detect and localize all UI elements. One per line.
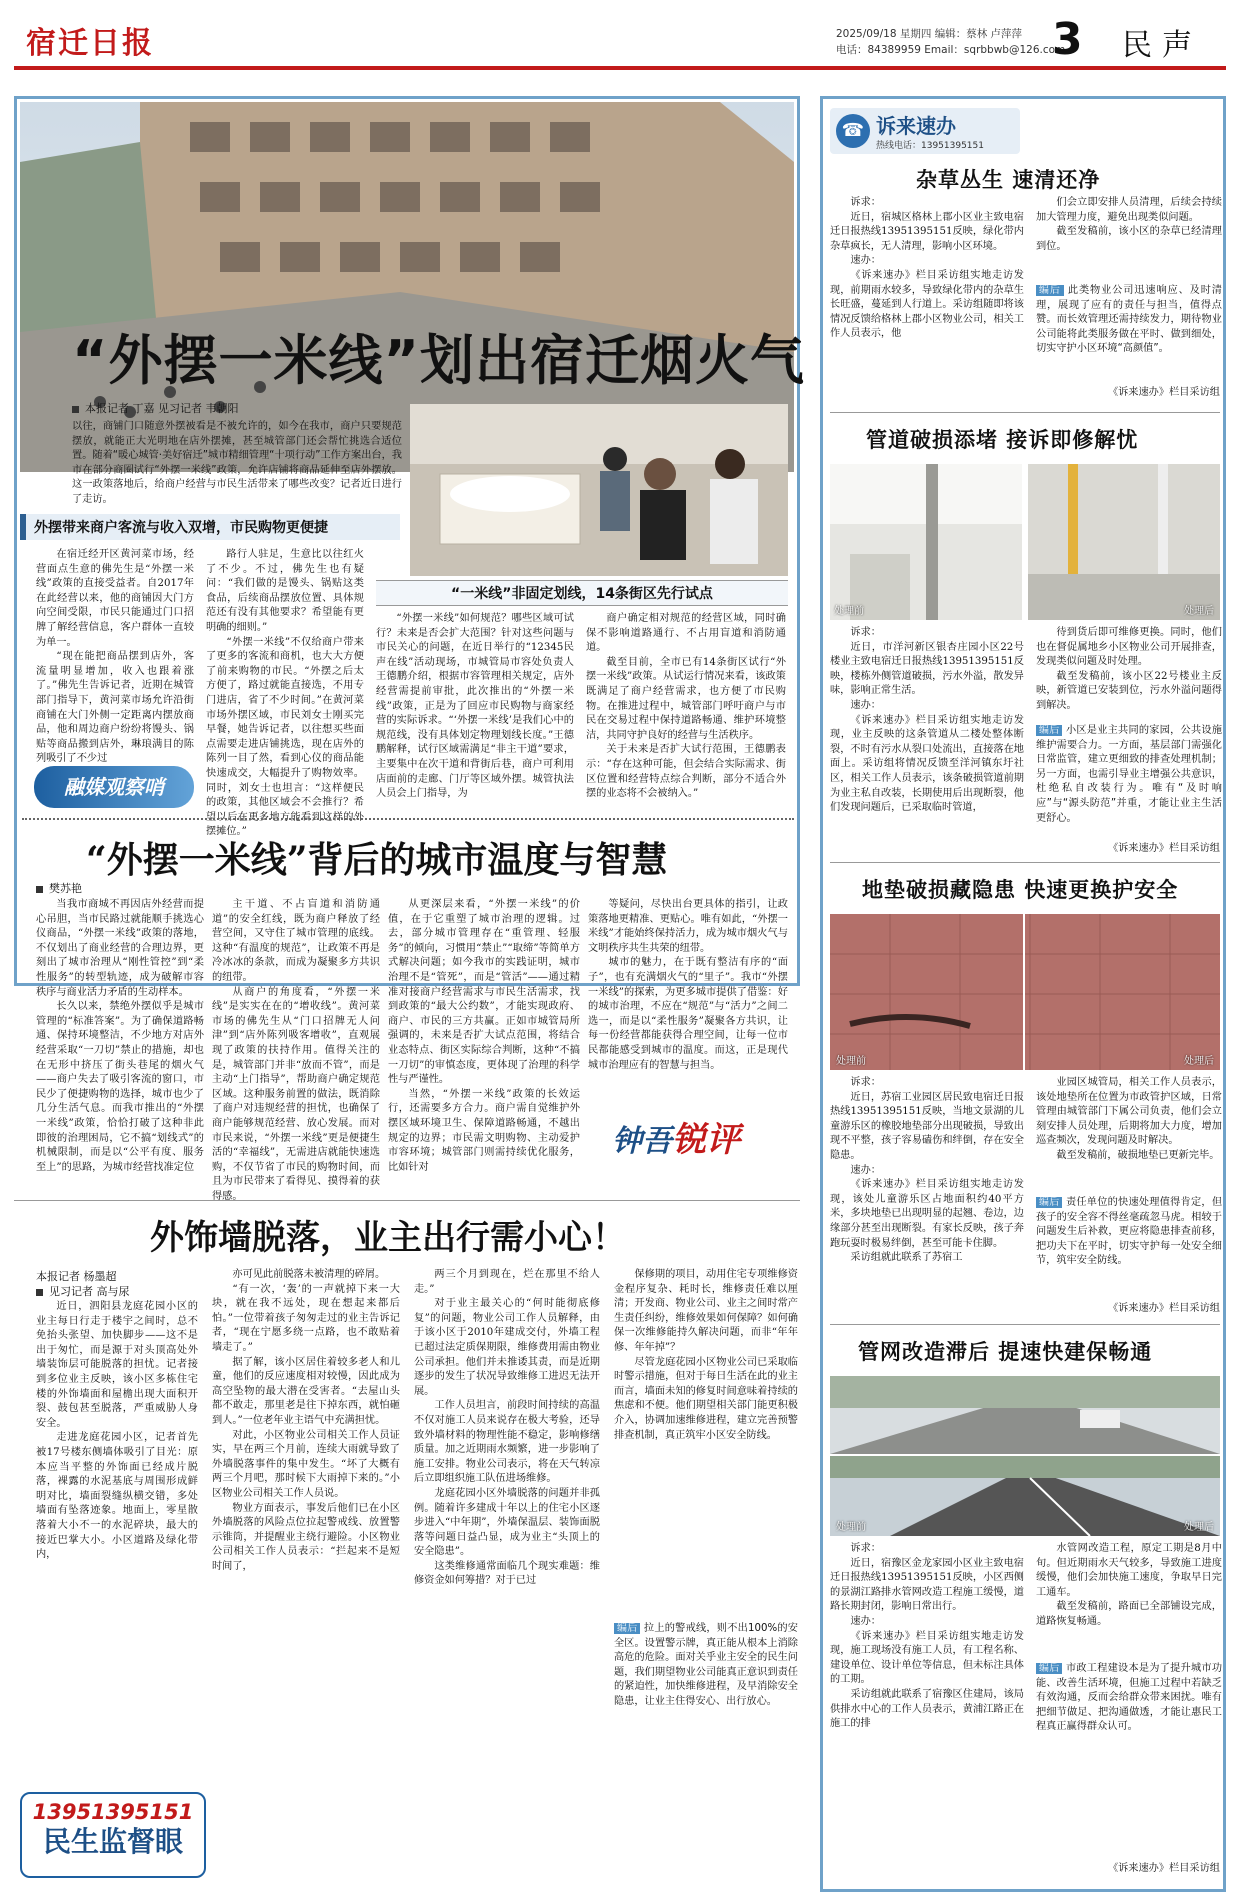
media-observer-badge: 融媒观察哨 bbox=[34, 766, 194, 808]
mat-illustration bbox=[830, 914, 1220, 1070]
story-3-left-column bbox=[830, 1076, 1024, 1322]
feature-byline bbox=[72, 400, 239, 416]
paragraph: 速办： bbox=[850, 1615, 881, 1627]
story-divider bbox=[830, 862, 1220, 863]
paragraph: 截至发稿前，路面已全部铺设完成，道路恢复畅通。 bbox=[1036, 1601, 1222, 1627]
bullet-square bbox=[36, 1289, 43, 1296]
issue-date bbox=[836, 26, 1022, 41]
wall-column-4 bbox=[614, 1268, 798, 1618]
story-3-right-column bbox=[1036, 1076, 1222, 1194]
paragraph: 《诉来速办》栏目采访组实地走访发现，前期雨水较多，导致绿化带内的杂草生长旺盛，蔓延到人行道上。采访组随即将该情况反馈给格林上郡小区物业公司，相关工作人员表示，他 bbox=[830, 269, 1024, 340]
paragraph: 保修期的项目，动用住宅专项维修资金程序复杂、耗时长，维修责任难以厘清；开发商、物业公司、业主之间时常产生责任纠纷，维修效果如何保障？如何确保一次维修能持久解决问题，而非“年年修、年年掉”？ bbox=[614, 1269, 798, 1353]
story-1-right-column bbox=[1036, 196, 1222, 280]
subhead-1-text: 外摆带来商户客流与收入双增，市民购物更便捷 bbox=[34, 520, 328, 536]
paragraph: 《诉来速办》栏目采访组实地走访发现，施工现场没有施工人员，有工程名称、建设单位、设计单位等信息，但未标注具体的工期。 bbox=[830, 1630, 1024, 1686]
paragraph: 诉求： bbox=[850, 1077, 881, 1088]
editor-note-text: 小区是业主共同的家园，公共设施维护需要合力。一方面，基层部门需强化日常监管，建立更细致的排查处理机制；另一方面，也需引导业主增强公共意识，杜绝私自改装行为。唯有“及时响应”与“源头防范”并重，才能让业主生活更舒心。 bbox=[1036, 725, 1223, 824]
byline-text: 见习记者 高与尿 bbox=[49, 1285, 130, 1298]
commentary-column-3 bbox=[388, 898, 580, 1174]
paragraph: 在宿迁经开区黄河菜市场，经营面点生意的佛先生是“外摆一米线”政策的直接受益者。自2017年在此经营以来，他的商铺因大门方向空间受限，市民只能通过门口招牌了解经营信息，客户群体一直较为单一。 bbox=[36, 549, 194, 648]
pipe-after-illustration bbox=[1028, 464, 1220, 620]
story-4-right-column bbox=[1036, 1542, 1222, 1660]
paragraph: 截至发稿前，破损地垫已更新完毕。 bbox=[1056, 1149, 1220, 1161]
story-1-sign: 《诉来速办》栏目采访组 bbox=[1107, 387, 1220, 398]
contact-line bbox=[836, 42, 1065, 57]
story-2-editor-note bbox=[1036, 724, 1222, 840]
feature-subhead-1 bbox=[20, 514, 400, 540]
masthead-rule bbox=[14, 66, 1226, 70]
paragraph: 《诉来速办》栏目采访组实地走访发现，业主反映的这条管道从二楼处整体断裂，不时有污水从裂口处流出，直接落在地面上。采访组将情况反馈至洋河镇东圩社区，相关工作人员表示，该条破损管道前期为业主私自改装，长期使用后出现断裂，他们发现问题后，已采取临时管道， bbox=[830, 714, 1024, 814]
feature-subhead-2 bbox=[376, 580, 788, 606]
wall-column-3 bbox=[414, 1268, 600, 1886]
feature-column-2 bbox=[206, 548, 364, 838]
story-2-title: 管道破损添堵 接诉即修解忧 bbox=[866, 428, 1139, 452]
paragraph: 路行人驻足，生意比以往红火了不少。不过，佛先生也有疑问：“我们做的是馒头、锅贴这类食品，后续商品摆放位置、具体规范还有没有其他要求？希望能有更明确的细则。” bbox=[206, 549, 364, 633]
editor-note-tag: 编后 bbox=[1036, 1197, 1062, 1208]
subhead-2-text: “一米线”非固定划线，14条街区先行试点 bbox=[451, 586, 713, 602]
paragraph: 主干道、不占盲道和消防通道”的安全红线，既为商户释放了经营空间，又守住了城市管理的底线。这种“有温度的规范”，让政策不再是冷冰冰的条款，而成为凝聚多方共识的纽带。 bbox=[212, 899, 380, 983]
sidebar-banner bbox=[830, 108, 1020, 154]
email-text: Email：sqrbbwb@126.com bbox=[924, 44, 1066, 56]
wall-column-2 bbox=[212, 1268, 400, 1886]
paragraph: 走进龙庭花园小区，记者首先被17号楼东侧墙体吸引了目光：原本应当平整的外饰面已经成片脱落，裸露的水泥基底与周围形成鲜明对比，墙面裂缝纵横交错，多处墙面有坠落迹象。地面上，零星散落着大小不一的水泥碎块，最大的接近巴掌大小。小区道路及绿化带内， bbox=[36, 1432, 198, 1561]
paragraph: 工作人员坦言，前段时间持续的高温不仅对施工人员来说存在极大考验，还导致外墙材料的物理性能不稳定，影响修缮质量。加之近期雨水频繁，进一步影响了施工安排。物业公司表示，将在天气转凉后立即组织施工队伍进场维修。 bbox=[414, 1400, 600, 1485]
section-divider bbox=[22, 818, 794, 820]
paragraph: 商户确定相对规范的经营区域，同时确保不影响道路通行、不占用盲道和消防通道。 bbox=[586, 613, 786, 654]
page-number: 3 bbox=[1052, 14, 1083, 65]
feature-column-4 bbox=[586, 612, 786, 812]
editor-text: 编辑：蔡林 卢萍萍 bbox=[934, 28, 1023, 40]
paragraph: 近日，市洋河新区银杏庄园小区22号楼业主致电宿迁日报热线13951395151反映，楼栋外侧管道破损，污水外溢，散发异味，影响正常生活。 bbox=[830, 641, 1024, 697]
paragraph: “现在能把商品摆到店外，客流量明显增加，收入也跟着涨了。”佛先生告诉记者，近期在城管部门指导下，黄河菜市场允许沿街商铺在大门外侧一定距离内摆放商品，他和周边商户纷纷将馒头、锅贴等商品搬到店外，琳琅满目的陈列吸引了不少过 bbox=[36, 651, 194, 765]
paragraph: 们会立即安排人员清理，后续会持续加大管理力度，避免出现类似问题。 bbox=[1036, 197, 1222, 223]
paragraph: 待到货后即可维修更换。同时，他们也在督促属地乡小区物业公司开展排查，发现类似问题及时处理。 bbox=[1036, 627, 1222, 668]
paragraph: 这类维修通常面临几个现实难题：维修资金如何筹措？对于已过 bbox=[414, 1560, 600, 1587]
story-divider bbox=[830, 1324, 1220, 1325]
vendor-photo-illustration bbox=[410, 404, 788, 576]
paragraph: 诉求： bbox=[850, 197, 881, 208]
bullet-square bbox=[36, 886, 43, 893]
wall-editor-note bbox=[614, 1622, 798, 1886]
wall-byline-1: 本报记者 杨墨超 bbox=[36, 1270, 117, 1283]
paragraph: 近日，宿豫区金龙家园小区业主致电宿迁日报热线13951395151反映，小区西侧的景湖江路排水管网改造工程施工缓慢，道路长期封闭，影响日常出行。 bbox=[830, 1557, 1024, 1613]
paragraph: “有一次，‘轰’的一声就掉下来一大块，就在我不远处，现在想起来都后怕。”一位带着孩子匆匆走过的业主告诉记者，“现在宁愿多绕一点路，也不敢贴着墙走了。” bbox=[212, 1283, 400, 1353]
date-text: 2025/09/18 bbox=[836, 28, 897, 40]
pipe-before-photo bbox=[830, 464, 1022, 620]
livelihood-watch-badge bbox=[20, 1792, 206, 1878]
after-caption: 处理后 bbox=[1184, 1522, 1214, 1533]
paragraph: 物业方面表示，事发后他们已在小区外墙脱落的风险点位拉起警戒线、放置警示锥筒，并提醒业主绕行避险。小区物业公司相关工作人员表示：“拦起来不是短时间了， bbox=[212, 1502, 400, 1572]
paragraph: “外摆一米线”不仅给商户带来了更多的客流和商机，也大大方便了前来购物的市民。“外摆之后太方便了，路过就能直接选，不用专门进店，省了不少时间。”在黄河菜市场外摆区域，市民刘女士刚买完早餐，她告诉记者，以往想买些面点需要走进店铺挑选，现在店外的陈列一目了然，看到心仪的商品能快速成交，大幅提升了购物效率。同时，刘女士也坦言：“这样便民的政策，其他区域会不会推行？希望以后在更多地方能看到这样的外摆摊位。” bbox=[206, 636, 364, 838]
paragraph: 截至发稿前，该小区的杂草已经清理到位。 bbox=[1036, 226, 1222, 252]
paragraph: 截至目前，全市已有14条街区试行“外摆一米线”政策。从试运行情况来看，该政策既满足了商户经营需求，也方便了市民购物。在推进过程中，城管部门呼吁商户与市民在交易过程中保持道路畅通、维护环境整洁，共同守护良好的经营与生活秩序。 bbox=[586, 656, 786, 741]
pipe-before-illustration bbox=[830, 464, 1022, 620]
badge-word-2: 锐评 bbox=[672, 1120, 740, 1160]
paragraph: 从更深层来看，“外摆一米线”的价值，在于它重塑了城市治理的逻辑。过去，部分城市管理存在“重管理、轻服务”的倾向，习惯用“禁止”“取缔”等简单方式解决问题；如今我市的实践证明，城市治理不是“管死”，而是“管活”——通过精准对接商户经营需求与市民生活需求，找到政策的“最大公约数”，才能实现政府、商户、市民的三方共赢。正如市城管局所强调的，未来是否扩大试点范围，将结合业态特点、街区实际综合判断，这种“不搞一刀切”的审慎态度，更体现了治理的科学性与严谨性。 bbox=[388, 899, 580, 1086]
story-4-title: 管网改造滞后 提速快建保畅通 bbox=[858, 1340, 1153, 1364]
vendor-stall-photo bbox=[410, 404, 788, 576]
paragraph: 采访组就此联系了宿豫区住建局，该局供排水中心的工作人员表示，黄浦江路正在施工的排 bbox=[830, 1688, 1024, 1730]
mat-photo bbox=[830, 914, 1220, 1070]
commentary-column-2 bbox=[212, 898, 380, 1202]
wall-story-rule bbox=[14, 1200, 800, 1201]
byline-text: 本报记者 丁嘉 见习记者 韦朝阳 bbox=[85, 402, 239, 415]
feature-lead: 以往，商铺门口随意外摆被看是不被允许的，如今在我市，商户只要规范摆放，就能正大光明地在店外摆摊，甚至城管部门还会帮忙挑选合适位置。随着“暖心城管·美好宿迁”城市精细管理“十项行动”工作方案出台，我市在部分商圈试行“外摆一米线”政策，允许店铺将商品延伸至店外摆放。这一政策落地后，给商户经营与市民生活带来了哪些改变？记者近日进行了走访。 bbox=[72, 421, 402, 505]
feature-headline: “外摆一米线”划出宿迁烟火气 bbox=[72, 329, 805, 392]
paragraph: 当我市商城不再因店外经营而提心吊胆，当市民路过就能顺手挑选心仪商品，“外摆一米线”政策的落地，不仅划出了商业经营的合理边界，更刻出了城市治理从“刚性管控”到“柔性服务”的转型轨迹，成为破解市容秩序与商业活力矛盾的生动样本。 bbox=[36, 899, 204, 998]
commentary-byline bbox=[36, 880, 82, 896]
paragraph: 采访组就此联系了苏宿工 bbox=[850, 1252, 963, 1264]
paragraph: 等疑问，尽快出台更具体的指引，让政策落地更精准、更贴心。唯有如此，“外摆一米线”才能始终保持活力，成为城市烟火气与文明秩序共生共荣的纽带。 bbox=[588, 899, 788, 954]
paragraph: 速办： bbox=[850, 1164, 881, 1176]
paragraph: 近日，宿城区格林上郡小区业主致电宿迁日报热线13951395151反映，绿化带内杂草疯长，无人清理，影响小区环境。 bbox=[830, 211, 1024, 252]
paragraph: 当然，“外摆一米线”政策的长效运行，还需要多方合力。商户需自觉维护外摆区域环境卫生、保障道路畅通，不越出规定的边界；市民需文明购物、主动爱护市容环境；城管部门则需持续优化服务，比如针对 bbox=[388, 1088, 580, 1173]
paragraph: 对此，小区物业公司相关工作人员证实，早在两三个月前，连续大雨就导致了外墙脱落事件的集中发生。“坏了大概有两三个月吧，那时候下大雨掉下来的。”小区物业公司相关工作人员说。 bbox=[212, 1429, 400, 1499]
road-after-illustration bbox=[830, 1456, 1220, 1536]
editor-note-tag: 编后 bbox=[614, 1623, 640, 1634]
paragraph: 水管网改造工程，原定工期是8月中旬。但近期雨水天气较多，导致施工进度缓慢，他们会加快施工速度，争取早日完工通车。 bbox=[1036, 1543, 1222, 1598]
paragraph: 截至发稿前，该小区22号楼业主反映，新管道已安装到位，污水外溢问题得到解决。 bbox=[1036, 670, 1222, 711]
road-after-photo bbox=[830, 1456, 1220, 1536]
story-1-editor-note bbox=[1036, 284, 1222, 384]
story-divider bbox=[830, 412, 1220, 413]
story-3-title: 地垫破损藏隐患 快速更换护安全 bbox=[862, 878, 1179, 902]
editor-note-tag: 编后 bbox=[1036, 725, 1062, 736]
before-caption: 处理前 bbox=[836, 1522, 866, 1533]
after-caption: 处理后 bbox=[1184, 606, 1214, 617]
story-1-title: 杂草丛生 速清还净 bbox=[916, 168, 1101, 192]
banner-hotline: 热线电话：13951395151 bbox=[876, 141, 984, 151]
editor-note-tag: 编后 bbox=[1036, 285, 1064, 296]
newspaper-brand: 宿迁日报 bbox=[26, 26, 154, 61]
story-3-sign: 《诉来速办》栏目采访组 bbox=[1107, 1303, 1220, 1314]
byline-text: 樊苏艳 bbox=[49, 882, 82, 895]
sharp-comment-badge bbox=[612, 1112, 772, 1162]
road-before-illustration bbox=[830, 1376, 1220, 1454]
paragraph: 城市的魅力，在于既有整洁有序的“面子”，也有充满烟火气的“里子”。我市“外摆一米线”的探索，为更多城市提供了借鉴：好的城市治理，不应在“规范”与“活力”之间二选一，而是以“柔性服务”凝聚各方共识，让每一份经营都能获得合理空间，让每一位市民都能感受到城市的温度。而这，正是现代城市治理应有的智慧与担当。 bbox=[588, 957, 788, 1071]
phone-icon: ☎ bbox=[836, 114, 870, 148]
paragraph: 诉求： bbox=[850, 1543, 881, 1554]
commentary-column-1 bbox=[36, 898, 204, 1174]
editor-note-text: 市政工程建设本是为了提升城市功能、改善生活环境，但施工过程中若缺乏有效沟通，反而会给群众带来困扰。唯有把细节做足、把沟通做透，才能让惠民工程真正赢得群众认可。 bbox=[1036, 1663, 1223, 1733]
paragraph: 速办： bbox=[850, 255, 881, 267]
paragraph: 对于业主最关心的“何时能彻底修复”的问题，物业公司工作人员解释，由于该小区于2010年建成交付，外墙工程已超过法定质保期限，维修费用需由物业公司承担。他们并未推诿其责，而是近期逐步的发生了状况导致维修工进迟无法开展。 bbox=[414, 1298, 600, 1397]
paragraph: 长久以来，禁绝外摆似乎是城市管理的“标准答案”。为了确保道路畅通、保持环境整洁，不少地方对店外经营采取“一刀切”禁止的措施，却也在无形中挤压了街头巷尾的烟火气——商户失去了吸引客流的窗口，市民少了便捷购物的选择，城市也少了几分生活气息。而我市推出的“外摆一米线”政策，恰恰打破了这种非此即彼的治理困局，它不搞“划线式”的机械限制，而是以“公平有度、服务至上”的思路，为城市经营找准定位 bbox=[36, 1001, 204, 1173]
weekday-text: 星期四 bbox=[899, 28, 932, 40]
paragraph: 尽管龙庭花园小区物业公司已采取临时警示措施，但对于每日生活在此的业主而言，墙面未知的修复时间意味着持续的焦虑和不便。他们期望相关部门能更积极介入，协调加速维修进程，建立完善预警排查机制，真正筑牢小区安全防线。 bbox=[614, 1356, 798, 1441]
paragraph: 两三个月到现在，烂在那里不给人走。” bbox=[414, 1269, 600, 1295]
paragraph: 关于未来是否扩大试行范围，王德鹏表示：“存在这种可能，但会结合实际需求、街区位置和经营特点综合判断，部分不适合外摆的业态将不会被纳入。” bbox=[586, 744, 786, 800]
paragraph: 近日，泗阳县龙庭花园小区的业主每日行走于楼宇之间时，总不免抬头张望、加快脚步——这不是出于匆忙，而是源于对头顶高处外墙装饰层可能脱落的担忧。记者接到多位业主反映，该小区多栋住宅楼的外饰墙面和屋檐出现大面积开裂、鼓包甚至脱落，严重威胁人身安全。 bbox=[36, 1301, 198, 1429]
phone-text: 电话：84389959 bbox=[836, 44, 921, 56]
story-1-left-column bbox=[830, 196, 1024, 414]
commentary-headline: “外摆一米线”背后的城市温度与智慧 bbox=[86, 839, 668, 881]
paragraph: 亦可见此前脱落未被清理的碎屑。 bbox=[232, 1269, 386, 1280]
paragraph: 《诉来速办》栏目采访组实地走访发现，该处儿童游乐区占地面积约40平方米，多块地垫已出现明显的起翘、卷边，边缘部分甚至出现断裂。有家长反映，孩子奔跑玩耍时极易绊倒，甚至可能卡住脚。 bbox=[830, 1179, 1024, 1249]
pipe-after-photo bbox=[1028, 464, 1220, 620]
wall-column-1 bbox=[36, 1300, 198, 1780]
before-caption: 处理前 bbox=[836, 1056, 866, 1067]
masthead bbox=[14, 14, 1224, 65]
paragraph: 速办： bbox=[850, 699, 881, 711]
editor-note-text: 责任单位的快速处理值得肯定，但孩子的安全容不得丝毫疏忽马虎。相较于问题发生后补救，更应将隐患排查前移，把功夫下在平时，切实守护每一处安全细节，筑牢安全防线。 bbox=[1036, 1197, 1223, 1267]
story-2-right-column bbox=[1036, 626, 1222, 722]
paragraph: “外摆一米线”如何规范？哪些区域可试行？未来是否会扩大范围？针对这些问题与市民关心的问题，在近日举行的“12345民声在线”活动现场，市城管局市容处负责人王德鹏介绍，根据市容管理相关规定，店外经营需提前审批，此次推出的“外摆一米线”政策，正是为了回应市民购物与商家经营的实际诉求。“‘外摆一米线’是我们心中的规范线，没有具体划定物理划线长度。”王德鹏解释，试行区域需满足“非主干道”要求，主要集中在次干道和背街后巷，商户可利用店面前的走廊、门厅等区域外摆。城管执法人员会上门指导，为 bbox=[376, 613, 574, 800]
story-2-sign: 《诉来速办》栏目采访组 bbox=[1107, 843, 1220, 854]
road-before-photo bbox=[830, 1376, 1220, 1454]
section-name: 民声 bbox=[1122, 28, 1202, 63]
story-2-left-column bbox=[830, 626, 1024, 858]
banner-title: 诉来速办 bbox=[876, 114, 956, 138]
feature-column-1 bbox=[36, 548, 194, 765]
editor-note-text: 此类物业公司迅速响应、及时清理，展现了应有的责任与担当，值得点赞。而长效管理还需持续发力，期待物业公司能将此类服务做在平时、做到细处，切实守护小区环境“高颜值”。 bbox=[1036, 285, 1222, 355]
story-4-left-column bbox=[830, 1542, 1024, 1878]
paragraph: 据了解，该小区居住着较多老人和儿童，他们的反应速度相对较慢，因此成为高空坠物的最大潜在受害者。“去屋山头都不敢走，那里老是往下掉东西，就怕砸到人。”一位老年业主语气中充满担忧。 bbox=[212, 1356, 400, 1426]
feature-column-3 bbox=[376, 612, 574, 812]
story-3-editor-note bbox=[1036, 1196, 1222, 1300]
paragraph: 业园区城管局，相关工作人员表示，该处地垫所在位置为市政管护区域，日常管理由城管部门下属公司负责，他们会立刻安排人员处理，后期将加大力度，增加巡查频次，发现问题及时解决。 bbox=[1036, 1077, 1222, 1147]
watch-title: 民生监督眼 bbox=[42, 1825, 183, 1858]
story-4-editor-note bbox=[1036, 1662, 1222, 1856]
story-4-sign: 《诉来速办》栏目采访组 bbox=[1107, 1863, 1220, 1874]
paragraph: 诉求： bbox=[850, 627, 881, 638]
wall-byline-2 bbox=[36, 1283, 130, 1299]
commentary-column-4 bbox=[588, 898, 788, 1110]
badge-word-1: 钟吾 bbox=[612, 1124, 672, 1159]
after-caption: 处理后 bbox=[1184, 1056, 1214, 1067]
hotline-number: 13951395151 bbox=[32, 1800, 194, 1824]
paragraph: 从商户的角度看，“外摆一米线”是实实在在的“增收线”。黄河菜市场的佛先生从“门口招牌无人问津”到“店外陈列吸客增收”，直观展现了政策的扶持作用。值得关注的是，城管部门并非“放而不管”，而是主动“上门指导”，帮助商户确定规范区域。这种服务前置的做法，既消除了商户对违规经营的担忧，也确保了商户能够规范经营、放心发展。而对市民来说，“外摆一米线”更是便捷生活的“幸福线”，无需进店就能快速选购，不仅节省了市民的购物时间，而且为市民带来了看得见、摸得着的获得感。 bbox=[212, 986, 380, 1202]
bullet-square bbox=[72, 406, 79, 413]
paragraph: 近日，苏宿工业园区居民致电宿迁日报热线13951395151反映，当地文景湖的儿童游乐区的橡胶地垫部分出现破损，导致出现不平整，孩子容易磕伤和绊倒，存在安全隐患。 bbox=[830, 1091, 1024, 1161]
paragraph: 龙庭花园小区外墙脱落的问题并非孤例。随着许多建成十年以上的住宅小区逐步进入“中年期”，外墙保温层、装饰面脱落等问题日益凸显，成为业主“头顶上的安全隐患”。 bbox=[414, 1487, 600, 1558]
wall-story-headline: 外饰墙脱落，业主出行需小心！ bbox=[150, 1218, 626, 1258]
before-caption: 处理前 bbox=[834, 606, 864, 617]
editor-note-text: 拉上的警戒线，则不出100%的安全区。设置警示牌，真正能从根本上消除高危的危险。面对关乎业主安全的民生问题，我们期望物业公司能真正意识到责任的紧迫性，加快维修进程，及早消除安全隐患，让业主住得安心、出行放心。 bbox=[614, 1623, 798, 1707]
editor-note-tag: 编后 bbox=[1036, 1663, 1062, 1674]
